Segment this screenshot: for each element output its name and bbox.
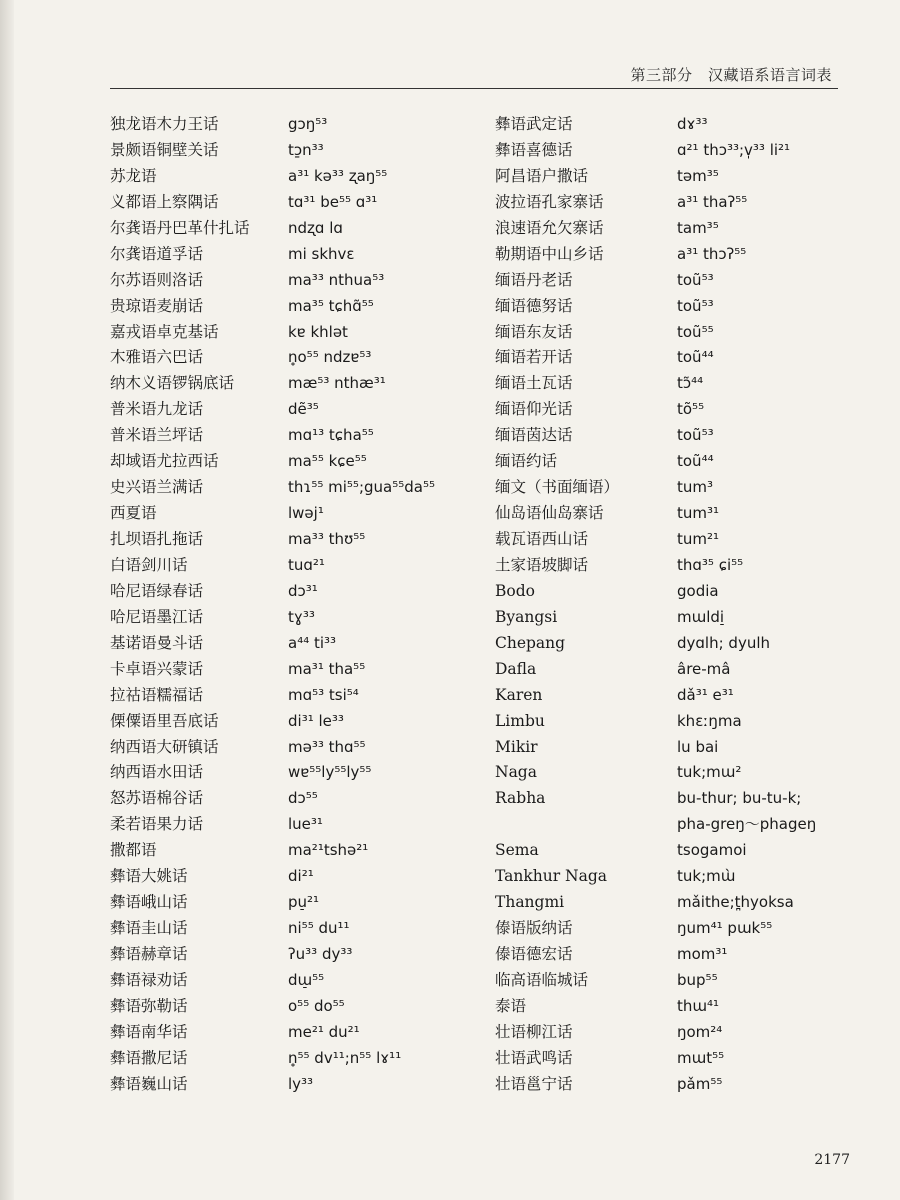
word-form: ma³³ thʊ⁵⁵ [288, 530, 366, 548]
word-form: toũ⁵³ [677, 296, 714, 315]
language-name: 贵琼语麦崩话 [110, 296, 204, 315]
language-name: 尔龚语丹巴革什扎话 [110, 218, 250, 237]
word-form: n̥⁵⁵ dv¹¹;n⁵⁵ lɤ¹¹ [288, 1048, 402, 1067]
word-form: kɐ khlət [288, 322, 348, 341]
language-name: 壮语武鸣话 [495, 1048, 573, 1067]
word-form: toũ⁵³ [677, 270, 714, 289]
language-name: Limbu [495, 711, 545, 730]
word-form: lwəj¹ [288, 504, 324, 523]
word-form: dyɑlh; dyulh [677, 633, 770, 652]
word-form: a³¹ kə³³ ʐaŋ⁵⁵ [288, 166, 388, 185]
word-form: mom³¹ [677, 945, 728, 963]
language-name: 傈僳语里吾底话 [110, 711, 219, 730]
language-name: 彝语大姚话 [110, 867, 188, 886]
language-name: 彝语峨山话 [110, 893, 188, 912]
language-name: 嘉戎语卓克基话 [110, 322, 219, 341]
language-name: 纳木义语锣锅底话 [110, 374, 235, 393]
word-form: bup⁵⁵ [677, 970, 718, 989]
language-name: 壮语柳江话 [495, 1022, 573, 1041]
language-name: 缅语约话 [495, 452, 558, 471]
word-form: khɛːŋma [677, 711, 742, 730]
language-name: 纳西语水田话 [110, 763, 204, 782]
header-rule [110, 88, 838, 89]
word-form: o⁵⁵ do⁵⁵ [288, 996, 345, 1015]
language-name: 彝语撒尼话 [110, 1048, 188, 1067]
language-name: Naga [495, 763, 537, 782]
word-form: di³¹ le³³ [288, 711, 344, 730]
language-name: 白语剑川话 [110, 555, 188, 574]
language-name: Karen [495, 685, 543, 704]
word-form: tum²¹ [677, 530, 720, 548]
language-name: 临高语临城话 [495, 970, 589, 989]
word-form: ʔu³³ dy³³ [288, 945, 353, 963]
word-form: təm³⁵ [677, 166, 719, 185]
word-form: tuk;mɯ² [677, 763, 742, 782]
word-form: ndʐɑ lɑ [288, 218, 343, 237]
word-form: dǎ³¹ e³¹ [677, 685, 734, 704]
language-name: Sema [495, 841, 539, 860]
word-form: toũ⁵³ [677, 426, 714, 445]
word-form: bu-thur; bu-tu-k; [677, 789, 802, 808]
word-form: ma⁵⁵ kɕe⁵⁵ [288, 452, 367, 471]
language-name: 彝语喜德话 [495, 140, 573, 159]
language-name: Chepang [495, 633, 566, 652]
word-form: tɔ̃⁴⁴ [677, 374, 704, 393]
language-name: 缅语仰光话 [495, 400, 573, 419]
word-form: mɑ⁵³ tsi⁵⁴ [288, 685, 359, 704]
language-name: 史兴语兰满话 [110, 478, 204, 497]
language-name: 拉祜语糯福话 [110, 685, 204, 704]
word-form: tuɑ²¹ [288, 555, 325, 574]
word-form: dẽ³⁵ [288, 400, 319, 419]
word-form: dɔ³¹ [288, 581, 318, 600]
language-name: 彝语禄劝话 [110, 970, 188, 989]
language-name: 土家语坡脚话 [495, 555, 589, 574]
word-form: mæ⁵³ nthæ³¹ [288, 374, 386, 393]
language-name: 缅文（书面缅语） [495, 478, 620, 497]
word-form: tɣ³³ [288, 607, 315, 626]
language-name: 缅语茵达话 [495, 426, 573, 445]
language-name: 浪速语允欠寨话 [495, 218, 604, 237]
language-name: Thangmi [495, 893, 565, 912]
language-name: 彝语赫章话 [110, 945, 188, 963]
word-form: ŋom²⁴ [677, 1022, 723, 1041]
word-form: a³¹ thɔʔ⁵⁵ [677, 244, 747, 263]
word-form: mɯt⁵⁵ [677, 1048, 725, 1067]
language-name: 仙岛语仙岛寨话 [495, 504, 604, 523]
language-name: 哈尼语绿春话 [110, 581, 204, 600]
language-name: Mikir [495, 737, 538, 756]
word-form: n̥o⁵⁵ ndzɐ⁵³ [288, 348, 372, 367]
word-form: mɯldi̠ [677, 607, 725, 626]
word-form: mǎithe;t̪hyoksa [677, 893, 794, 912]
word-form: godia [677, 581, 719, 600]
word-form: a⁴⁴ ti³³ [288, 633, 337, 652]
language-name: 尔龚语道孚话 [110, 244, 204, 263]
word-form: ɑ²¹ thɔ³³;v̩³³ li²¹ [677, 140, 791, 159]
word-form: ŋum⁴¹ pɯk⁵⁵ [677, 919, 773, 938]
word-form: ma³¹ tha⁵⁵ [288, 659, 366, 678]
language-name: 基诺语曼斗话 [110, 633, 204, 652]
language-name: Rabha [495, 789, 546, 808]
word-form: tum³¹ [677, 504, 720, 523]
page-number: 2177 [814, 1152, 850, 1168]
word-form: a³¹ thaʔ⁵⁵ [677, 192, 748, 211]
language-name: 泰语 [495, 996, 527, 1015]
language-name: 彝语南华话 [110, 1022, 188, 1041]
word-form: toũ⁴⁴ [677, 348, 714, 367]
language-name: 柔若语果力话 [110, 815, 204, 834]
word-form: dɯ̠⁵⁵ [288, 970, 325, 989]
language-name: 彝语巍山话 [110, 1074, 188, 1093]
language-name: Bodo [495, 581, 535, 600]
word-form: toũ⁵⁵ [677, 322, 714, 341]
word-form: thɑ³⁵ ɕi⁵⁵ [677, 555, 744, 574]
language-name: 木雅语六巴话 [110, 348, 204, 367]
word-form: mə³³ thɑ⁵⁵ [288, 737, 366, 756]
language-name: 彝语武定话 [495, 115, 573, 133]
language-name: 缅语土瓦话 [495, 374, 573, 393]
language-name: 彝语圭山话 [110, 919, 188, 938]
word-form: ly³³ [288, 1074, 314, 1093]
word-form: dɤ³³ [677, 115, 708, 133]
language-name: 波拉语孔家寨话 [495, 192, 604, 211]
language-name: 纳西语大研镇话 [110, 737, 219, 756]
language-name: 阿昌语户撒话 [495, 166, 589, 185]
word-form: âre-mâ [677, 659, 731, 678]
word-form: pǎm⁵⁵ [677, 1074, 723, 1093]
language-name: 独龙语木力王话 [110, 115, 219, 133]
language-name: 苏龙语 [110, 166, 157, 185]
language-name: 哈尼语墨江话 [110, 607, 204, 626]
language-name: 扎坝语扎拖话 [110, 530, 204, 548]
language-name: 载瓦语西山话 [495, 530, 589, 548]
language-name: 西夏语 [110, 504, 157, 523]
word-form: ma³³ nthua⁵³ [288, 270, 385, 289]
page-edge-shadow [0, 0, 14, 1200]
word-form: lue³¹ [288, 815, 323, 834]
word-form: thɯ⁴¹ [677, 996, 720, 1015]
word-form: tõ⁵⁵ [677, 400, 705, 419]
word-form: mɑ¹³ tɕha⁵⁵ [288, 426, 374, 445]
word-form: thɿ⁵⁵ mi⁵⁵;gua⁵⁵da⁵⁵ [288, 478, 435, 497]
word-form: ni⁵⁵ du¹¹ [288, 919, 350, 938]
word-form: wɐ⁵⁵ly⁵⁵ly⁵⁵ [288, 763, 372, 782]
running-head: 第三部分 汉藏语系语言词表 [630, 66, 832, 84]
word-form: tsogamoi [677, 841, 747, 860]
language-name: 义都语上察隅话 [110, 192, 219, 211]
language-name: 普米语九龙话 [110, 400, 204, 419]
word-form: tɑ³¹ be⁵⁵ ɑ³¹ [288, 192, 378, 211]
word-form: gɔŋ⁵³ [288, 115, 328, 133]
word-form: ma²¹tshə²¹ [288, 841, 369, 860]
word-form: me²¹ du²¹ [288, 1022, 360, 1041]
language-name: 缅语东友话 [495, 322, 573, 341]
word-form: ma³⁵ tɕhɑ̃⁵⁵ [288, 296, 374, 315]
word-form: tuk;mɯ̀ [677, 867, 736, 886]
language-name: 尔苏语则洛话 [110, 270, 204, 289]
word-form: lu bai [677, 737, 719, 756]
language-name: 勒期语中山乡话 [495, 244, 604, 263]
word-form: pu̠²¹ [288, 893, 320, 912]
language-name: Dafla [495, 659, 537, 678]
word-form: tam³⁵ [677, 218, 719, 237]
language-name: 景颇语铜壁关话 [110, 140, 219, 159]
word-form: pha-greŋ～phageŋ [677, 815, 817, 834]
word-form: dɔ⁵⁵ [288, 789, 318, 808]
word-form: di²¹ [288, 867, 314, 886]
language-name: 傣语德宏话 [495, 945, 573, 963]
word-form: mi skhvɛ [288, 244, 355, 263]
word-form: tɔ̱n³³ [288, 140, 324, 159]
language-name: 壮语邕宁话 [495, 1074, 573, 1093]
language-name: 缅语德努话 [495, 296, 573, 315]
word-form: toũ⁴⁴ [677, 452, 714, 471]
word-form: tum³ [677, 478, 714, 497]
language-name: 彝语弥勒话 [110, 996, 188, 1015]
language-name: 却域语尤拉西话 [110, 452, 219, 471]
language-name: 撒都语 [110, 841, 157, 860]
language-name: 缅语若开话 [495, 348, 573, 367]
language-name: Byangsi [495, 607, 558, 626]
language-name: Tankhur Naga [495, 867, 608, 886]
language-name: 傣语版纳话 [495, 919, 573, 938]
language-name: 普米语兰坪话 [110, 426, 204, 445]
language-name: 缅语丹老话 [495, 270, 573, 289]
language-name: 怒苏语棉谷话 [110, 789, 204, 808]
language-name: 卡卓语兴蒙话 [110, 659, 204, 678]
